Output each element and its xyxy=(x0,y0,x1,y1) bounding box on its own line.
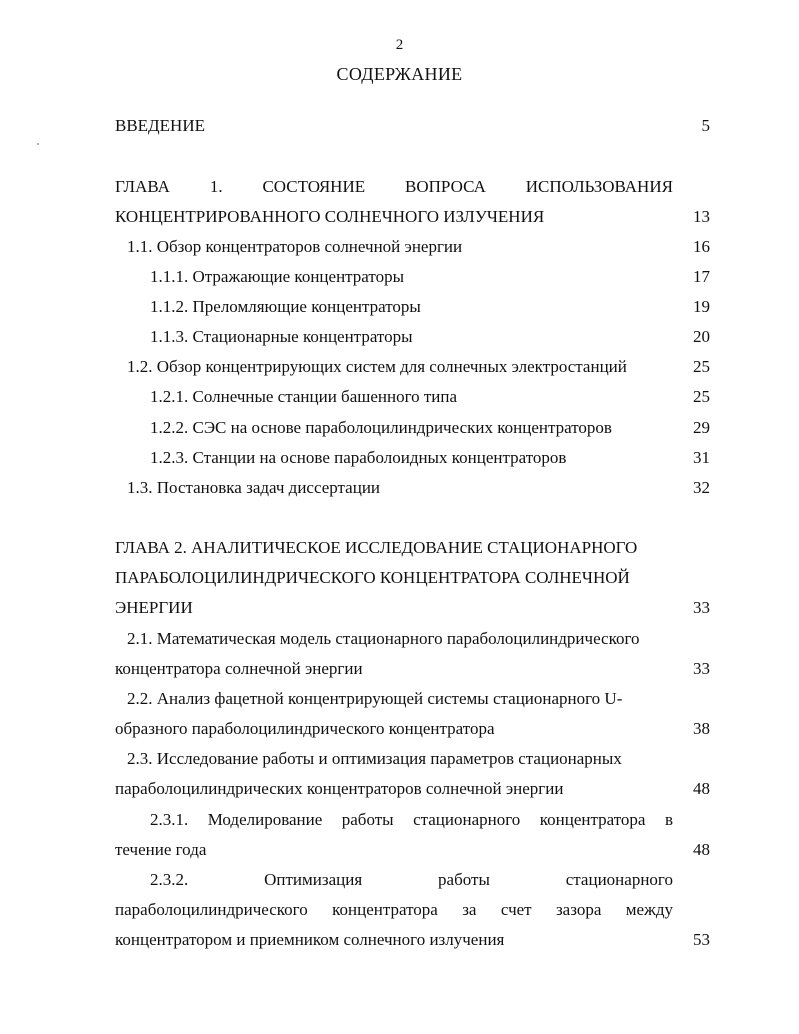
toc-entry-page: 32 xyxy=(693,478,710,497)
toc-entry-1-1-1[interactable] xyxy=(150,262,715,292)
chapter-1-heading-line2[interactable] xyxy=(115,202,715,232)
word: стационарного xyxy=(565,870,673,889)
toc-entry-label: 2.3. Исследование работы и оптимизация параметров стационарных xyxy=(127,749,622,768)
toc-entry-1-1-3[interactable] xyxy=(150,322,715,352)
toc-entry-page: 29 xyxy=(693,418,710,437)
toc-entry-2-3-2-line1[interactable] xyxy=(150,865,673,895)
toc-entry-page: 38 xyxy=(693,719,710,738)
word: за xyxy=(462,900,477,919)
toc-entry-2-3-line2[interactable] xyxy=(115,774,715,804)
toc-entry-label: образного параболоцилиндрического концентратора xyxy=(115,719,495,738)
word: работы xyxy=(341,810,394,829)
toc-entry-page: 20 xyxy=(693,327,710,346)
toc-entry-label: КОНЦЕНТРИРОВАННОГО СОЛНЕЧНОГО ИЗЛУЧЕНИЯ xyxy=(115,207,545,226)
toc-entry-page: 25 xyxy=(693,387,710,406)
toc-entry-page: 33 xyxy=(693,598,710,617)
word: стационарного xyxy=(413,810,521,829)
word: 2.3.1. xyxy=(150,810,189,829)
word: ВОПРОСА xyxy=(405,177,486,196)
word: концентратора xyxy=(539,810,646,829)
word: 1. xyxy=(209,177,223,196)
word: счет xyxy=(500,900,532,919)
word: Моделирование xyxy=(207,810,323,829)
chapter-1-heading-line1[interactable] xyxy=(115,172,673,202)
toc-entry-label: параболоцилиндрических концентраторов солнечной энергии xyxy=(115,779,564,798)
toc-entry-2-2-line2[interactable] xyxy=(115,714,715,744)
toc-entry-page: 48 xyxy=(693,840,710,859)
toc-entry-label: ПАРАБОЛОЦИЛИНДРИЧЕСКОГО КОНЦЕНТРАТОРА СОЛНЕЧНОЙ xyxy=(115,568,630,587)
toc-entry-page: 31 xyxy=(693,448,710,467)
toc-entry-2-3-line1[interactable] xyxy=(127,744,715,774)
toc-entry-label: ГЛАВА 2. АНАЛИТИЧЕСКОЕ ИССЛЕДОВАНИЕ СТАЦИОНАРНОГО xyxy=(115,538,638,557)
word: работы xyxy=(438,870,490,889)
toc-entry-page: 25 xyxy=(693,357,710,376)
toc-entry-label: течение года xyxy=(115,840,207,859)
toc-entry-page: 17 xyxy=(693,267,710,286)
toc-entry-label: 1.1.1. Отражающие концентраторы xyxy=(150,267,405,286)
toc-entry-2-2-line1[interactable] xyxy=(127,684,715,714)
toc-entry-label: 1.1.2. Преломляющие концентраторы xyxy=(150,297,421,316)
word: Оптимизация xyxy=(264,870,363,889)
page-number: 2 xyxy=(395,37,404,53)
toc-entry-label: ВВЕДЕНИЕ xyxy=(115,116,205,135)
word: зазора xyxy=(555,900,602,919)
toc-entry-1-2-2[interactable] xyxy=(150,413,715,443)
toc-entry-1-3[interactable] xyxy=(127,473,715,503)
toc-entry-page: 13 xyxy=(693,207,710,226)
toc-entry-label: концентратора солнечной энергии xyxy=(115,659,363,678)
word: СОСТОЯНИЕ xyxy=(262,177,366,196)
toc-entry-1-2[interactable] xyxy=(127,352,715,382)
toc-entry-label: 1.2.3. Станции на основе параболоидных концентраторов xyxy=(150,448,567,467)
toc-entry-page: 16 xyxy=(693,237,710,256)
toc-entry-2-1-line2[interactable] xyxy=(115,654,715,684)
toc-entry-label: 2.1. Математическая модель стационарного параболоцилиндрического xyxy=(127,629,640,648)
toc-entry-page: 53 xyxy=(693,930,710,949)
toc-entry-label: 1.2. Обзор концентрирующих систем для солнечных электростанций xyxy=(127,357,627,376)
toc-entry-label: ЭНЕРГИИ xyxy=(115,598,193,617)
word: параболоцилиндрического xyxy=(115,900,308,919)
word: ИСПОЛЬЗОВАНИЯ xyxy=(525,177,673,196)
toc-entry-label: 1.1. Обзор концентраторов солнечной энергии xyxy=(127,237,463,256)
chapter-2-heading-line2[interactable] xyxy=(115,563,715,593)
toc-entry-label: 1.2.1. Солнечные станции башенного типа xyxy=(150,387,458,406)
chapter-2-heading-line1[interactable] xyxy=(115,533,715,563)
word: в xyxy=(664,810,673,829)
toc-entry-page: 19 xyxy=(693,297,710,316)
toc-entry-2-3-1-line1[interactable] xyxy=(150,805,673,835)
toc-entry-page: 48 xyxy=(693,779,710,798)
word: ГЛАВА xyxy=(115,177,170,196)
toc-entry-2-3-2-line2[interactable] xyxy=(115,895,673,925)
toc-entry-2-3-2-line3[interactable] xyxy=(115,925,715,955)
chapter-2-heading-line3[interactable] xyxy=(115,593,715,623)
toc-entry-page: 5 xyxy=(701,116,710,135)
toc-entry-2-3-1-line2[interactable] xyxy=(115,835,715,865)
toc-entry-1-1-2[interactable] xyxy=(150,292,715,322)
word: 2.3.2. xyxy=(150,870,189,889)
toc-entry-label: концентратором и приемником солнечного излучения xyxy=(115,930,505,949)
word: между xyxy=(625,900,673,919)
toc-entry-introduction[interactable] xyxy=(115,111,715,141)
scan-speck xyxy=(37,143,39,145)
toc-entry-label: 1.3. Постановка задач диссертации xyxy=(127,478,381,497)
toc-entry-1-1[interactable] xyxy=(127,232,715,262)
toc-entry-label: 1.1.3. Стационарные концентраторы xyxy=(150,327,413,346)
toc-title: СОДЕРЖАНИЕ xyxy=(336,64,463,84)
word: концентратора xyxy=(332,900,438,919)
toc-entry-1-2-1[interactable] xyxy=(150,382,715,412)
toc-entry-2-1-line1[interactable] xyxy=(127,624,715,654)
toc-entry-label: 1.2.2. СЭС на основе параболоцилиндрических концентраторов xyxy=(150,418,612,437)
toc-entry-label: 2.2. Анализ фацетной концентрирующей системы стационарного U- xyxy=(127,689,623,708)
toc-entry-page: 33 xyxy=(693,659,710,678)
toc-entry-1-2-3[interactable] xyxy=(150,443,715,473)
